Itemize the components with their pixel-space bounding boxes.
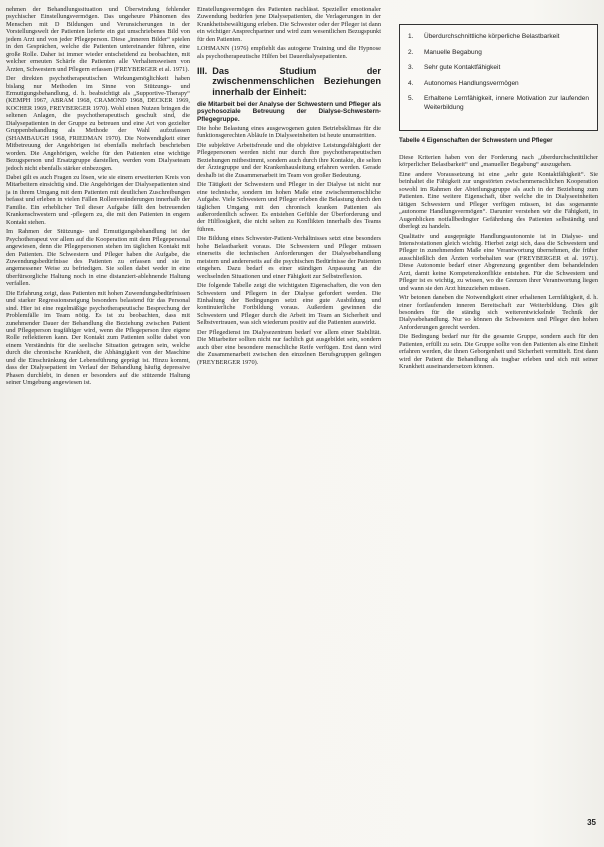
section-subtitle: die Mitarbeit bei der Analyse der Schwestern und Pfleger als psychosoziale Betreuung der Dialyse-Schwestern-Pflegegruppe.: [197, 100, 381, 123]
paragraph: Wir betonen daneben die Notwendigkeit einer erhaltenen Lernfähigkeit, d. h. einer fortlaufenden inneren Bereitschaft zur Weiterbildung. Dies gilt besonders für die ständig sich weiterentwickelnde Technik der Dialysebehandlung. Nur so können die Schwestern und Pfleger den hohen Anforderungen gerecht werden.: [399, 294, 598, 331]
list-item: 5. Erhaltene Lernfähigkeit, innere Motivation zur laufenden Weiterbildung: [408, 95, 589, 111]
paragraph: LOHMANN (1976) empfiehlt das autogene Training und die Hypnose als psychotherapeutische Hilfen bei Dauerdialysepatienten.: [197, 45, 381, 60]
paragraph: Die hohe Belastung eines ausgewogenen guten Betriebsklimas für die funktionsgerechten Abläufe in Dialyseeinheiten ist heute unumstritten.: [197, 125, 381, 140]
table-4-box: [399, 24, 598, 131]
paragraph: Die Bedingung bedarf nur für die gesamte Gruppe, sondern auch für den Patienten, erfüllt zu sein. Die Gruppe sollte von den Patienten als eine Einheit erfahren werden, die ihnen Geborgenheit und Sicherheit vermittelt. Erst dann wird der Patient die Behandlung als tragbar erleben und sich mit seiner Krankheit auseinandersetzen können.: [399, 333, 598, 371]
list-item: 1. Überdurchschnittliche körperliche Belastbarkeit: [408, 33, 560, 40]
table-caption: Tabelle 4 Eigenschaften der Schwestern und Pfleger: [399, 136, 553, 144]
paragraph: Der direkten psychotherapeutischen Wirkungsmöglichkeit haben bislang nur Methoden im Sinne von Stützungs- und Ermutigungsbehandlung, d. h. beabsichtigt als „Supportive-Therapy“ (KEMPH 1967, ABRAM 1968, CRAMOND 1968, DECKER 1969, KOCHER 1969, FREYBERGER 1970). Wohl einen Nutzen bringen die seltenen Anlagen, die psychotherapeutisch geschult sind, die Dialysepatienten in der Gruppe zu betreuen und eine Art von gezielter Gruppenbehandlung als Methode der Wahl aufzufassen (SHAMBAUGH 1968, FRIEDMAN 1970). Die Notwendigkeit einer Mitbetreuung der Angehörigen ist ebenfalls mehrfach beschrieben worden. Die Angehörigen, welche für den Patienten eine wichtige Bezugsperson und Ersatzgruppe darstellen, werden vom Dialyseteam jedoch nicht ebenfalls stärker einbezogen.: [6, 75, 190, 172]
text-column-middle: [197, 6, 381, 368]
paragraph: Qualitativ und ausgeprägte Handlungsautonomie ist in Dialyse- und Intensivstationen gleich wichtig. Hierbei zeigt sich, dass die Schwestern und Pfleger in zunehmendem Maße eine Verantwortung übernehmen, die früher ausschließlich den Ärzten vorbehalten war (FREYBERGER et al. 1971). Diese Autonomie bedarf einer Abgrenzung gegenüber dem behandelnden Arzt, damit keine Kompetenzkonflikte entstehen. Für die Schwestern und Pfleger ist es wichtig, zu wissen, wo die Grenzen ihrer Verantwortung liegen und wann sie den Arzt hinzuziehen müssen.: [399, 232, 598, 292]
section-heading: [197, 66, 381, 97]
list-item: 3. Sehr gute Kontaktfähigkeit: [408, 64, 501, 72]
paragraph: Die folgende Tabelle zeigt die wichtigsten Eigenschaften, die von den Schwestern und Pflegern in der Dialyse gefordert werden. Die Einhaltung der Bedingungen setzt eine gute Ausbildung und kontinuierliche Fortbildung voraus. Außerdem gewinnen die Schwestern und Pfleger durch die Arbeit im Team an Sicherheit und Selbstvertrauen, was sich wiederum positiv auf die Patienten auswirkt.: [197, 282, 381, 327]
paragraph: Eine andere Voraussetzung ist eine „sehr gute Kontaktfähigkeit“. Sie beinhaltet die Fähigkeit zur ungestörten zwischenmenschlichen Kooperation sowohl im Rahmen der Abteilungsgruppe als auch in der Beziehung zum Patienten. Eine weitere Eigenschaft, über welche die in Dialyseeinheiten tätigen Schwestern und Pfleger verfügen müssen, ist das sogenannte „autonome Handlungsvermögen“. Darunter verstehen wir die Fähigkeit, in Augenblicken notfallbedingter Gefährdung des Patienten selbständig und überlegt zu handeln.: [399, 170, 598, 231]
paragraph: nehmen der Behandlungssituation und Überwindung fehlender psychischer Einstellungsvermögen. Das ungeheure Phänomen des Menschen mit D Bildungen und Verunsicherungen in der Vorstellungswelt der Patienten lieferte ein gut umschriebenes Bild von jedem Arzt und von jeder Pflegeperson. Diese „inneren Bilder“ spielen in den Gesprächen, welche die Patienten untereinander führen, eine große Rolle. Daher ist immer wieder entscheidend zu beobachten, mit welcher erneuten Schärfe die Patienten alle Verhaltensweisen von Ärzten, Schwestern und Pflegern erfassen (FREYBERGER et al. 1971).: [6, 6, 190, 73]
paragraph: Im Rahmen der Stützungs- und Ermutigungsbehandlung ist der Psychotherapeut vor allem auf die Kooperation mit dem Pflegepersonal angewiesen, denn die Pflegepersonen stehen im täglichen Kontakt mit den Patienten. Die Schwestern und Pfleger haben die Aufgabe, die Zuwendungsbedürfnisse des Patienten zu erfassen und sie in angemessener Weise zu befriedigen. Sie sollen dabei weder in eine überfürsorgliche Haltung noch in eine distanziert-ablehnende Haltung verfallen.: [6, 228, 190, 288]
section-number: III.: [197, 66, 208, 77]
paragraph: Der Pflegedienst im Dialysezentrum bedarf vor allem einer Stabilität. Die Mitarbeiter sollten nicht nur fachlich gut ausgebildet sein, sondern auch über eine besondere menschliche Reife verfügen. Erst dann wird die Zusammenarbeit zwischen den einzelnen Berufsgruppen gelingen (FREYBERGER 1970).: [197, 328, 381, 366]
paragraph: Dabei gilt es auch Fragen zu lösen, wie sie einem erweiterten Kreis von Mitarbeitern einsichtig sind. Die Angehörigen der Dialysepatienten sind ja in ihrem Umgang mit dem Patienten mit deutlichen Zuschreibungen befasst und erleben in vielen Fällen Rollenveränderungen innerhalb der Familie. Ein erheblicher Teil dieser Aufgabe fällt den betreuenden Krankenschwestern und -pflegern zu, die mit den Patienten in engem Kontakt stehen.: [6, 173, 190, 226]
paragraph: Die subjektive Arbeitsfreude und die objektive Leistungsfähigkeit der Pflegepersonen werden nicht nur durch ihre psychotherapeutischen Beziehungen mitbestimmt, sondern auch durch ihre Kontakte, die selten der Ärztegruppe und der Krankenhausleitung erfahren werden. Gerade deshalb ist die Zusammenarbeit im Team von großer Bedeutung.: [197, 141, 381, 179]
qualities-list: [408, 33, 589, 113]
paragraph: Einstellungsvermögen des Patienten nachlässt. Spezieller emotionaler Zuwendung bedürfen jene Dialysepatienten, die Verlagerungen in der Krankheitsbewältigung erleben. Die Schwester oder der Pfleger ist dann ein wichtiger Ansprechpartner und wird zum wesentlichen Bezugspunkt für den Patienten.: [197, 6, 381, 43]
paragraph: Die Erfahrung zeigt, dass Patienten mit hohen Zuwendungsbedürfnissen und starker Regressionsneigung besonders belastend für das Personal sind. Hier ist eine regelmäßige psychotherapeutische Besprechung der Problemfälle im Team nötig. Es ist zu beobachten, dass mit zunehmender Dauer der Behandlung die Beziehung zwischen Patient und Pflegeperson tragfähiger wird, wenn die Pflegeperson ihre eigene Rolle reflektieren kann. Der Kontakt zum Patienten sollte dabei von einem Verständnis für die seelische Situation getragen sein, welche durch die chronische Krankheit, die Abhängigkeit von der Maschine und die Einschränkung der Lebensführung geprägt ist. Hinzu kommt, dass der Dialysepatient im Verlauf der Behandlung häufig depressive Phasen durchlebt, in denen er besonders auf die stützende Haltung seiner Umgebung angewiesen ist.: [6, 289, 190, 387]
paragraph: Die Bildung eines Schwester-Patient-Verhältnisses setzt eine besonders hohe Belastbarkeit voraus. Die Schwestern und Pfleger müssen einerseits die technischen Anforderungen der Dialysebehandlung meistern und andererseits auf die psychischen Bedürfnisse der Patienten eingehen. Dazu bedarf es einer ständigen Anpassung an die wechselnden Situationen und einer Fähigkeit zur Selbstreflexion.: [197, 235, 381, 280]
paragraph: Diese Kriterien haben von der Forderung nach „überdurchschnittlicher körperlicher Belastbarkeit“ und „manueller Begabung“ auszugehen.: [399, 153, 598, 169]
paragraph: Die Tätigkeit der Schwestern und Pfleger in der Dialyse ist nicht nur eine technische, sondern im hohen Maße eine zwischenmenschliche Aufgabe. Viele Schwestern und Pfleger erleben die Belastung durch den täglichen Umgang mit den chronisch kranken Patienten als außerordentlich schwer. Es entstehen Gefühle der Überforderung und der Hilflosigkeit, die nicht selten zu Konflikten innerhalb des Teams führen.: [197, 181, 381, 233]
list-item: 2. Manuelle Begabung: [408, 48, 482, 56]
list-item: 4. Autonomes Handlungsvermögen: [408, 79, 519, 87]
text-column-left: [6, 6, 190, 389]
page-number: 35: [587, 818, 596, 827]
section-title: Das Studium der zwischenmenschlichen Beziehungen innerhalb der Einheit:: [212, 66, 381, 97]
text-column-right: [399, 6, 598, 373]
